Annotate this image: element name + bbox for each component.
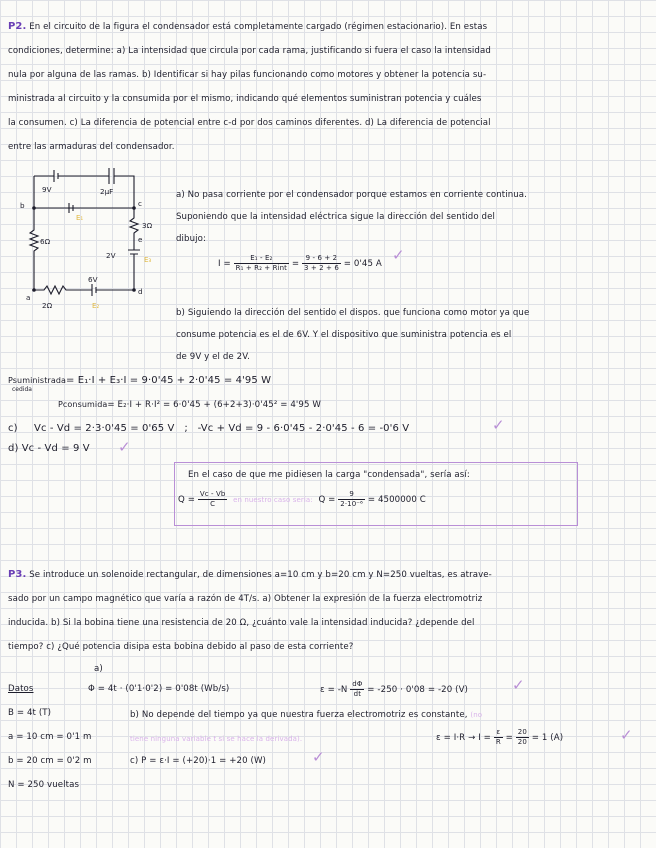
p3-b-faint-text: tiene ninguna variable t si se hace la derivada). xyxy=(130,735,303,743)
p2-b-line-1: b) Siguiendo la dirección del sentido el dispos. que funciona como motor ya que xyxy=(176,308,530,318)
p2-b-cedida: cedida xyxy=(12,386,32,393)
p2-b-pconsumida: Pconsumida= E₂·I + R·I² = 6·0'45 + (6+2+3)·0'45² = 4'95 W xyxy=(58,400,321,410)
p2-a-fraction-2: $\frac{9 - 6 + 2}{3 + 2 + 6}$ xyxy=(304,254,339,272)
resistor-6ohm xyxy=(30,208,38,290)
p3-a-emf: ε = -N $\frac{d\Phi}{dt}$ = -250 · 0'08 = -20 (V) xyxy=(320,680,469,698)
p2-b-psuministrada: Psuministrada= E₁·I + E₃·I = 9·0'45 + 2·0'45 = 4'95 W xyxy=(8,375,272,386)
p2-a-fraction-1: $\frac{\text{E₁ - E₂}}{\text{R₁ + R₂ + Rint}}$ xyxy=(235,254,287,272)
p2-statement-line-4: ministrada al circuito y la consumida por el mismo, indicando qué elementos suministran potencia y cuáles xyxy=(8,94,482,104)
p2-statement-line-5: la consumen. c) La diferencia de potencial entre c-d por dos caminos diferentes. d) La diferencia de potencial xyxy=(8,118,491,128)
p2-a-line-1: a) No pasa corriente por el condensador porque estamos en corriente continua. xyxy=(176,190,527,200)
p3-b-line-1: b) No depende del tiempo ya que nuestra fuerza electromotriz es constante, (no xyxy=(130,710,483,720)
label-6ohm: 6Ω xyxy=(40,237,51,246)
datos-item: N = 250 vueltas xyxy=(8,780,80,790)
p2-a-equation: I = $\frac{\text{E₁ - E₂}}{\text{R₁ + R₂ + Rint}}$ = $\frac{9 - 6 + 2}{3 + 2 + 6}$ = 0'45 A xyxy=(218,254,382,272)
circuit-diagram xyxy=(14,158,164,314)
datos-item: b = 20 cm = 0'2 m xyxy=(8,756,92,766)
note-equations: Q = $\frac{Vc - Vb}{C}$ en nuestro caso sería: Q = $\frac{9}{\text{2·10⁻⁶}}$ = 4500000 C xyxy=(178,490,426,508)
p3-a-phi: Φ = 4t · (0'1·0'2) = 0'08t (Wb/s) xyxy=(88,684,230,694)
label-node-d: d xyxy=(138,287,143,296)
note-faint-text: en nuestro caso sería: xyxy=(233,496,313,504)
p2-a-line-3: dibujo: xyxy=(176,234,206,244)
wire-top-right xyxy=(114,176,134,208)
check-mark-icon: ✓ xyxy=(492,416,505,434)
battery-6v-symbol xyxy=(92,284,96,296)
label-node-e: e xyxy=(138,235,143,244)
p2-statement-line-1 xyxy=(8,18,648,36)
check-mark-icon: ✓ xyxy=(620,726,633,744)
p3-label: P3. xyxy=(8,569,27,580)
p3-b-line-2 xyxy=(130,730,302,748)
check-mark-icon: ✓ xyxy=(312,748,325,766)
check-mark-icon: ✓ xyxy=(512,676,525,694)
datos-item: a = 10 cm = 0'1 m xyxy=(8,732,92,742)
note-line-1: En el caso de que me pidiesen la carga "condensada", sería así: xyxy=(188,470,470,480)
p2-d-equation: d) Vc - Vd = 9 V xyxy=(8,443,90,454)
p2-statement-text-1: En el circuito de la figura el condensador está completamente cargado (régimen estacionario). En estas xyxy=(29,22,488,32)
label-2ohm: 2Ω xyxy=(42,301,53,310)
battery-9v-symbol xyxy=(54,170,58,182)
p2-statement-line-2: condiciones, determine: a) La intensidad que circula por cada rama, justificando si fuera el caso la intensidad xyxy=(8,46,491,56)
p3-c-equation: c) P = ε·I = (+20)·1 = +20 (W) xyxy=(130,756,267,766)
battery-2v-symbol xyxy=(128,250,140,254)
datos-title: Datos xyxy=(8,684,34,694)
p2-statement-line-6: entre las armaduras del condensador. xyxy=(8,142,175,152)
capacitor-symbol xyxy=(109,168,114,184)
p2-c-equations: c) Vc - Vd = 2·3·0'45 = 0'65 V ; -Vc + Vd = 9 - 6·0'45 - 2·0'45 - 6 = -0'6 V xyxy=(8,423,410,434)
p3-statement-line-1 xyxy=(8,566,648,584)
p3-statement-line-2: sado por un campo magnético que varía a razón de 4T/s. a) Obtener la expresión de la fuerza electromotriz xyxy=(8,594,483,604)
p2-label: P2. xyxy=(8,21,27,32)
p2-a-result: = 0'45 A xyxy=(343,259,382,269)
resistor-3ohm xyxy=(130,208,138,250)
yellow-e1: E₁ xyxy=(76,214,84,222)
p2-b-line-3: de 9V y el de 2V. xyxy=(176,352,250,362)
yellow-e2: E₂ xyxy=(92,302,100,310)
p3-statement-line-4: tiempo? c) ¿Qué potencia disipa esta bobina debido al paso de esta corriente? xyxy=(8,642,354,652)
label-9v: 9V xyxy=(42,185,52,194)
resistor-2ohm xyxy=(34,286,92,294)
label-node-a: a xyxy=(26,293,31,302)
label-2v: 2V xyxy=(106,251,116,260)
p3-b-equation: ε = I·R → I = $\frac{\varepsilon}{R}$ = $\frac{20}{20}$ = 1 (A) xyxy=(436,728,564,746)
p2-a-line-2: Suponiendo que la intensidad eléctrica sigue la dirección del sentido del xyxy=(176,212,495,222)
label-3ohm: 3Ω xyxy=(142,221,153,230)
yellow-e3: E₃ xyxy=(144,256,152,264)
p2-b-line-2: consume potencia es el de 6V. Y el dispositivo que suministra potencia es el xyxy=(176,330,512,340)
label-capacitance: 2µF xyxy=(100,187,114,196)
p2-statement-line-3: nula por alguna de las ramas. b) Identificar si hay pilas funcionando como motores y obtener la potencia su- xyxy=(8,70,487,80)
label-node-b: b xyxy=(20,201,25,210)
p3-a-label: a) xyxy=(94,664,103,674)
check-mark-icon: ✓ xyxy=(118,438,131,456)
label-6v: 6V xyxy=(88,275,98,284)
datos-item: B = 4t (T) xyxy=(8,708,52,718)
check-mark-icon: ✓ xyxy=(392,246,405,264)
p3-statement-line-3: inducida. b) Si la bobina tiene una resistencia de 20 Ω, ¿cuánto vale la intensidad inducida? ¿depende del xyxy=(8,618,475,628)
p3-statement-text-1: Se introduce un solenoide rectangular, de dimensiones a=10 cm y b=20 cm y N=250 vueltas, es atrave- xyxy=(29,570,492,580)
label-node-c: c xyxy=(138,199,142,208)
